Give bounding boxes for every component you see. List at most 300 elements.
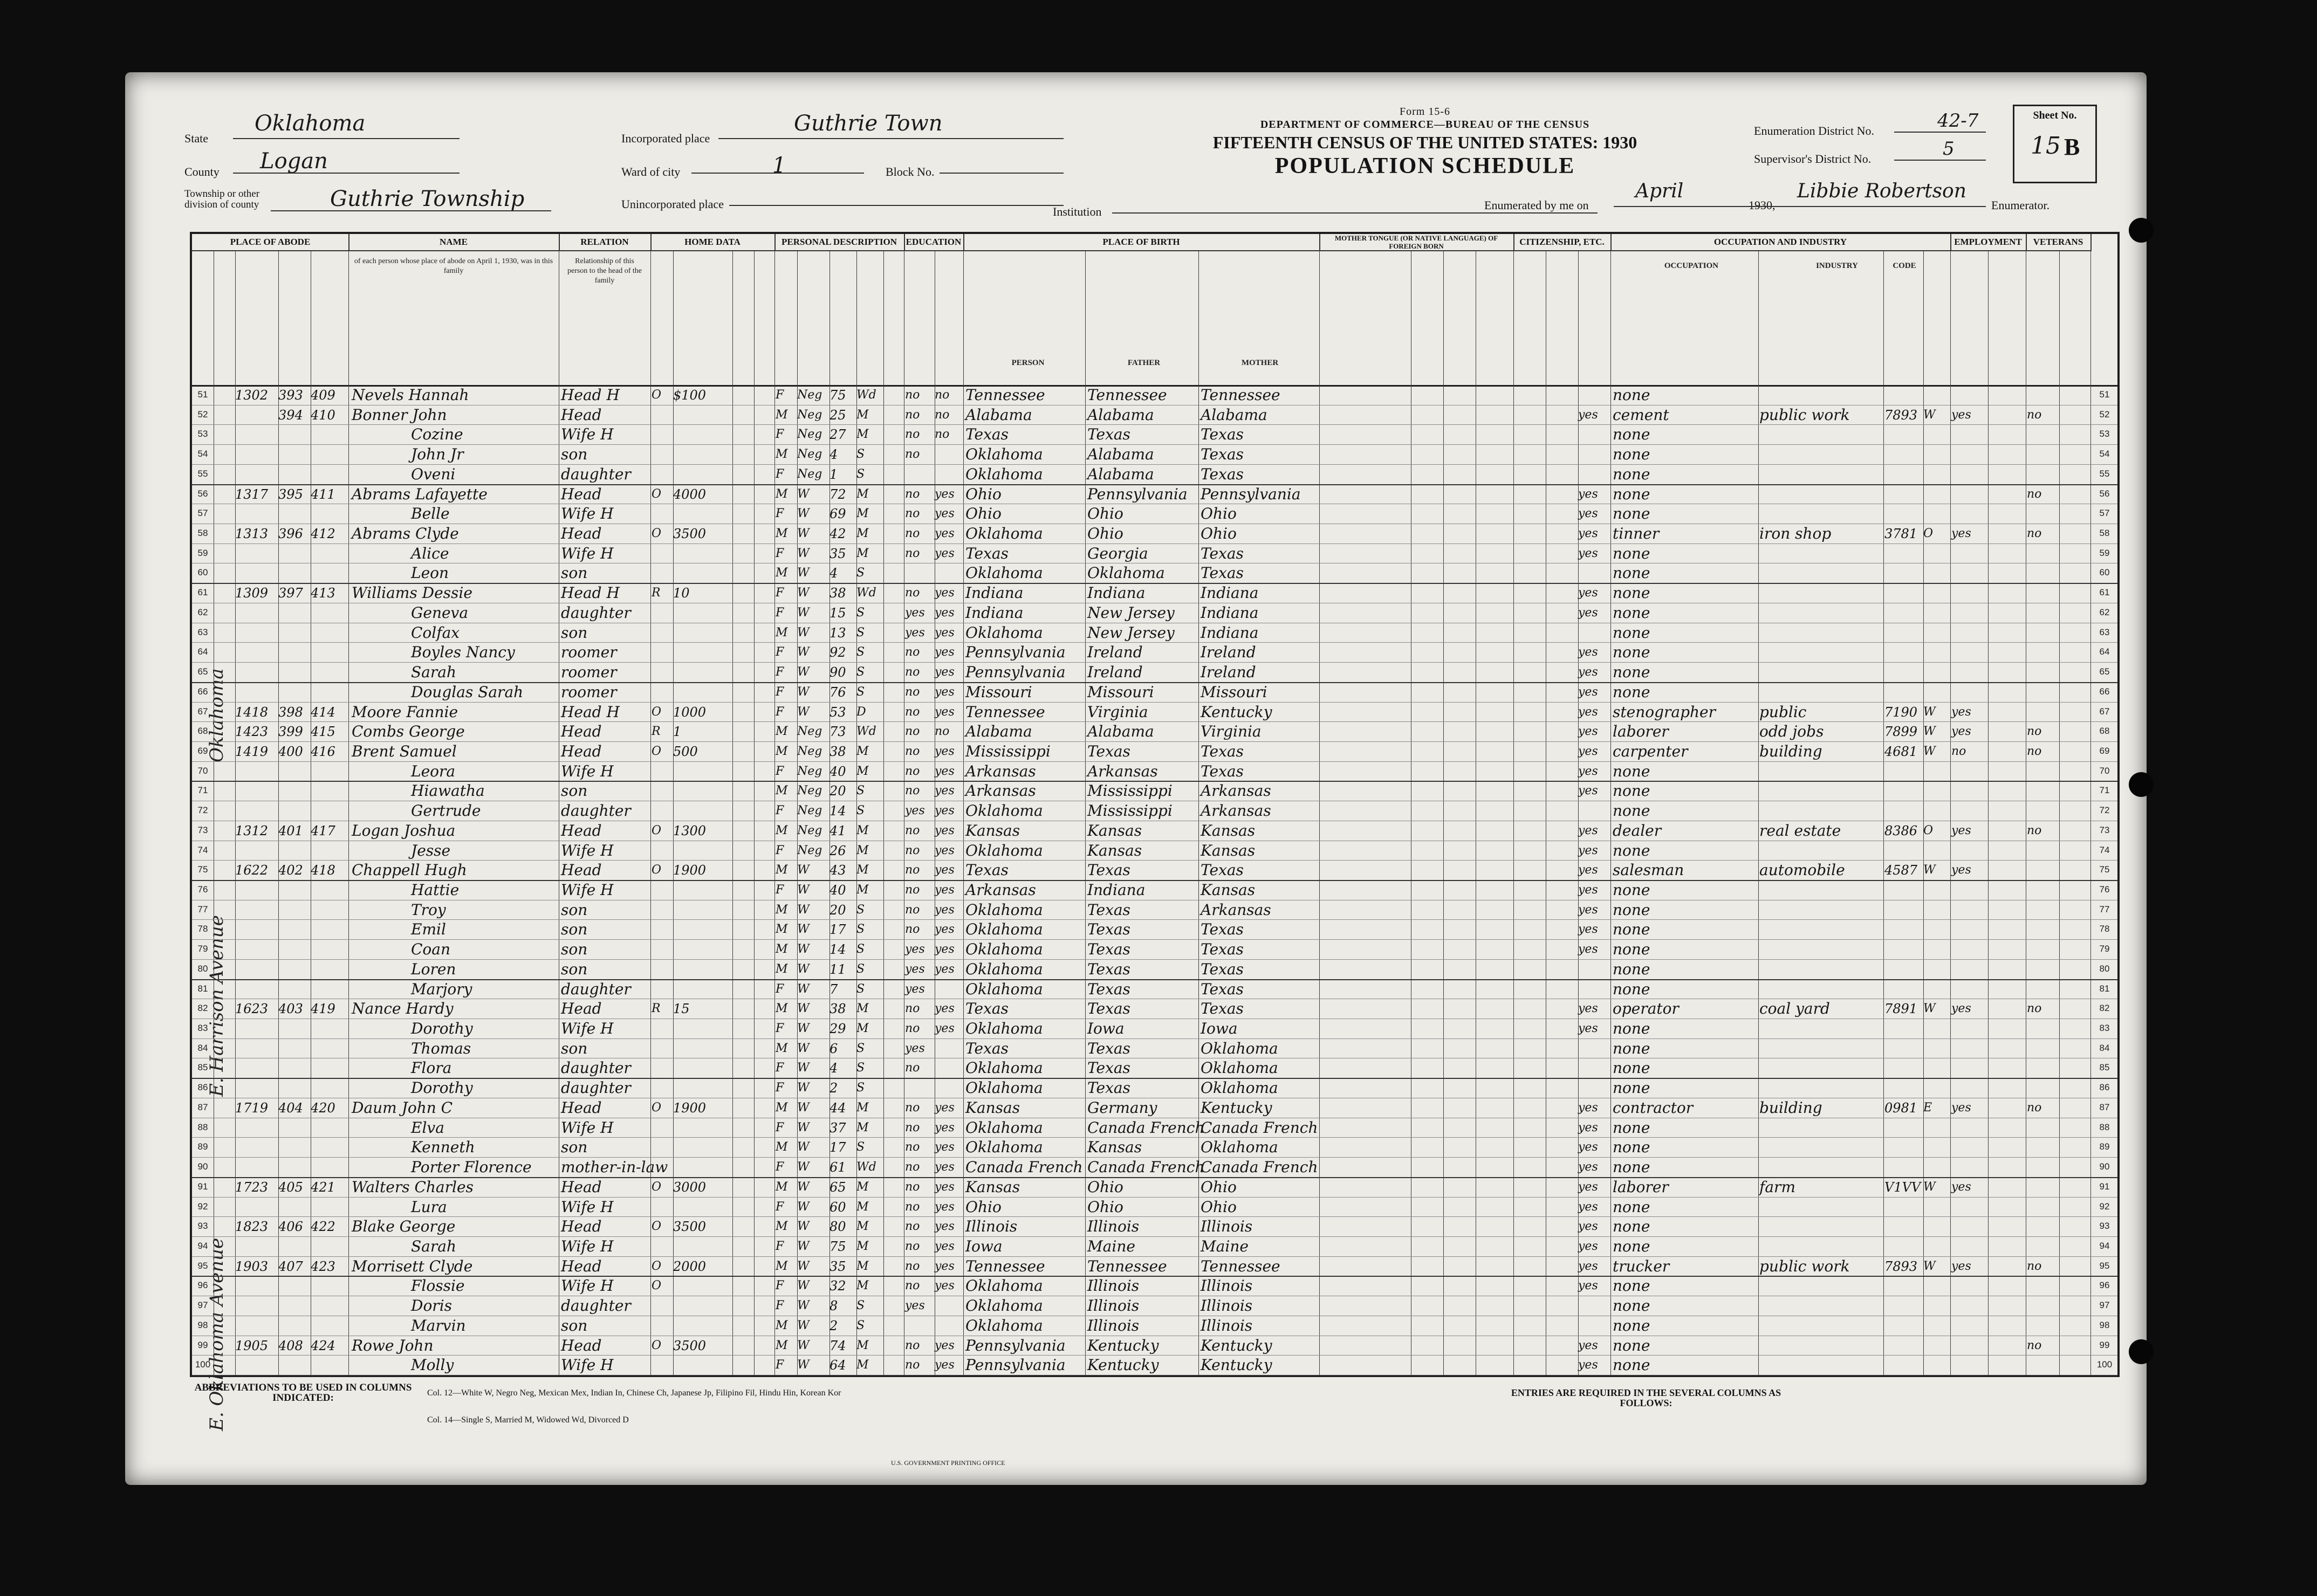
cell-birth: Texas [965,544,1009,562]
cell-read [935,1078,963,1097]
cell-industry [1759,880,1883,899]
cell-tenure [652,464,673,484]
cell-sex: F [776,1200,784,1214]
cell-citizen: yes [1578,903,1598,917]
county-label: County [184,165,220,178]
cell-tenure [652,504,673,523]
cell-family [311,880,348,899]
cell-tenure [652,662,673,682]
line-number: 73 [197,824,208,835]
cell-name: Sarah [411,663,456,682]
cell-sex: F [776,982,784,996]
cell-mother: Canada French [1201,1158,1318,1177]
cell-house: 1419 [235,744,269,759]
cell-read: yes [935,1200,955,1214]
cell-industry [1759,919,1883,939]
cell-tenure [652,405,673,424]
cell-relation: Head [561,1336,602,1354]
cell-read: yes [935,962,955,976]
cell-sex: F [776,843,784,857]
line-number-right: 70 [2099,765,2110,776]
cell-veteran [2027,1355,2059,1374]
cell-age: 14 [830,803,846,819]
table-row [192,1256,2117,1277]
cell-sex: F [776,1358,784,1372]
cell-dwelling: 398 [278,704,303,720]
cell-dwelling [278,781,311,800]
cell-relation: mother-in-law [561,1158,668,1177]
cell-occupation: none [1613,386,1650,404]
cell-age: 53 [830,704,846,720]
cell-father: Texas [1087,861,1130,879]
cell-house [235,563,278,582]
cell-age: 13 [830,625,846,641]
cell-occupation: salesman [1613,861,1684,879]
cell-house [235,424,278,444]
cell-work [1951,1296,1989,1315]
cell-birth: Arkansas [965,762,1036,780]
cell-industry [1759,603,1883,622]
cell-occupation: tinner [1613,525,1660,543]
cell-industry: farm [1759,1178,1795,1196]
cell-school: no [905,1200,920,1214]
cell-code [1884,642,1923,662]
cell-mother: Illinois [1201,1316,1253,1334]
cell-code [1884,603,1923,622]
cell-age: 7 [830,981,838,997]
cell-read: yes [935,507,955,521]
cell-name: Leora [411,762,456,780]
cell-school: no [905,388,920,402]
cell-school: no [905,744,920,758]
cell-industry [1759,1276,1883,1295]
table-row [192,1216,2117,1237]
table-row [192,979,2117,1000]
cell-house: 1719 [235,1100,269,1116]
cell-value [673,504,732,523]
table-row [192,880,2117,900]
cell-street [214,563,235,582]
cell-father: Texas [1087,1059,1130,1077]
cell-marital: M [856,1120,869,1134]
cell-occupation: none [1613,564,1650,582]
table-row [192,1157,2117,1178]
cell-name: Porter Florence [411,1158,532,1177]
cell-father: Arkansas [1087,762,1158,780]
cell-industry [1759,1038,1883,1058]
cell-veteran [2027,1137,2059,1157]
cell-sex: F [776,764,784,778]
line-number: 55 [197,468,208,479]
cell-family [311,761,348,781]
cell-code [1884,939,1923,959]
cell-value [673,959,732,979]
line-number-right: 86 [2099,1082,2110,1093]
cell-family [311,623,348,642]
cell-age: 92 [830,645,846,661]
cell-relation: Head [561,742,602,760]
cell-school: no [905,784,920,798]
cell-marital: S [856,625,865,639]
cell-code: 8386 [1884,823,1918,838]
line-number: 85 [197,1062,208,1073]
cell-veteran [2027,682,2059,701]
cell-marital: M [856,744,869,758]
cell-relation: daughter [561,802,631,820]
cell-school: no [905,1259,920,1273]
cell-dwelling [278,1118,311,1137]
cell-birth: Ohio [965,505,1002,523]
cell-value: 1900 [673,1100,707,1116]
cell-read: yes [935,586,955,600]
cell-relation: Wife H [561,425,614,444]
cell-family: 423 [311,1258,335,1274]
cell-mother: Illinois [1201,1297,1253,1315]
cell-father: New Jersey [1087,623,1175,642]
line-number-right: 85 [2099,1062,2110,1073]
cell-work [1951,1058,1989,1077]
line-number-right: 57 [2099,508,2110,519]
cell-tenure: O [652,863,662,877]
cell-house: 1423 [235,724,269,740]
line-number: 83 [197,1023,208,1034]
table-row [192,544,2117,564]
table-row [192,603,2117,623]
cell-code [1884,662,1923,682]
census-table [190,232,2120,1377]
cell-name: Boyles Nancy [411,643,515,662]
cell-race: W [797,1120,810,1134]
cell-tenure [652,1157,673,1177]
cell-family [311,1019,348,1038]
line-number-right: 59 [2099,547,2110,558]
cell-veteran [2027,959,2059,979]
cell-work [1951,1197,1989,1216]
cell-family [311,603,348,622]
cell-read: yes [935,1338,955,1352]
cell-father: Ohio [1087,1198,1123,1216]
cell-citizen: yes [1578,725,1598,739]
cell-occupation: laborer [1613,1178,1669,1196]
cell-veteran [2027,1276,2059,1295]
table-row [192,919,2117,940]
cell-school: yes [905,804,925,818]
cell-read: yes [935,843,955,857]
cell-sex: F [776,1239,784,1253]
cell-value [673,1296,732,1315]
cell-dwelling [278,939,311,959]
cell-worker [1923,1355,1950,1374]
line-number-right: 100 [2096,1359,2113,1370]
cell-age: 26 [830,843,846,858]
cell-birth: Kansas [965,1098,1020,1117]
line-number: 79 [197,944,208,954]
cell-tenure [652,979,673,999]
cell-family [311,662,348,682]
cell-value [673,623,732,642]
cell-relation: daughter [561,1079,631,1097]
table-row [192,504,2117,524]
cell-industry [1759,841,1883,860]
cell-relation: son [561,1138,588,1157]
cell-code [1884,1216,1923,1236]
cell-mother: Texas [1201,1000,1244,1018]
cell-mother: Tennessee [1201,1257,1280,1275]
cell-industry [1759,900,1883,919]
form-number: Form 15-6 [1400,106,1450,118]
cell-name: Belle [411,505,450,523]
cell-house [235,1157,278,1177]
line-number: 87 [197,1102,208,1112]
cell-sex: M [776,487,788,501]
cell-veteran [2027,1058,2059,1077]
cell-industry [1759,385,1883,404]
incorporated-label: Incorporated place [621,132,710,145]
line-number-right: 71 [2099,785,2110,796]
cell-veteran [2027,781,2059,800]
cell-read [935,1296,963,1315]
cell-street [214,524,235,543]
cell-street [214,702,235,721]
cell-occupation: none [1613,603,1650,622]
cell-work: yes [1951,1100,1971,1115]
cell-occupation: carpenter [1613,742,1688,760]
cell-occupation: none [1613,900,1650,919]
cell-school: no [905,1061,920,1075]
cell-family: 411 [311,486,335,502]
cell-sex: M [776,903,788,917]
cell-sex: F [776,883,784,897]
cell-industry: real estate [1759,821,1841,840]
cell-citizen [1578,1296,1610,1315]
cell-birth: Texas [965,1000,1009,1018]
cell-birth: Oklahoma [965,1277,1043,1295]
cell-age: 2 [830,1081,838,1096]
cell-father: Iowa [1087,1020,1125,1038]
cell-relation: son [561,920,588,939]
table-row [192,1098,2117,1118]
cell-tenure: O [652,705,662,719]
table-row [192,1137,2117,1158]
cell-name: Abrams Lafayette [352,485,488,503]
table-rows [192,385,2117,1375]
cell-age: 2 [830,1318,838,1333]
cell-marital: S [856,923,865,937]
cell-father: Illinois [1087,1277,1140,1295]
cell-street [214,860,235,879]
cell-read: yes [935,645,955,659]
cell-family: 424 [311,1338,335,1353]
county-value: Logan [260,149,328,174]
cell-sex: M [776,943,788,957]
line-number-right: 61 [2099,587,2110,598]
cell-relation: Head [561,861,602,879]
cell-veteran [2027,1177,2059,1196]
cell-race: W [797,1279,810,1293]
line-number: 94 [197,1240,208,1251]
cell-marital: S [856,467,865,481]
cell-read: yes [935,784,955,798]
cell-race: W [797,685,810,699]
cell-birth: Missouri [965,683,1032,701]
cell-worker [1923,424,1950,444]
cell-race: W [797,1220,810,1234]
cell-citizen: yes [1578,1002,1598,1016]
cell-occupation: none [1613,1039,1650,1057]
cell-citizen [1578,444,1610,464]
line-number: 91 [197,1181,208,1192]
cell-marital: S [856,1061,865,1075]
cell-work [1951,504,1989,523]
cell-race: W [797,586,810,600]
cell-name: Troy [411,900,446,919]
cell-code [1884,504,1923,523]
cell-family: 417 [311,823,335,838]
cell-code [1884,385,1923,404]
cell-street [214,682,235,701]
cell-street [214,1118,235,1137]
cell-name: Dorothy [411,1079,473,1097]
cell-father: Indiana [1087,881,1146,899]
cell-worker [1923,919,1950,939]
table-row [192,662,2117,683]
cell-name: John Jr [411,445,464,464]
cell-family [311,682,348,701]
cell-veteran [2027,761,2059,781]
cell-worker [1923,444,1950,464]
cell-tenure: O [652,1338,662,1352]
cell-age: 37 [830,1120,846,1136]
cell-work [1951,1157,1989,1177]
cell-dwelling: 404 [278,1100,303,1116]
cell-citizen: yes [1578,685,1598,699]
cell-citizen: yes [1578,784,1598,798]
cell-street [214,1177,235,1196]
cell-read [935,1058,963,1077]
cell-family [311,900,348,919]
line-number: 63 [197,627,208,637]
line-number-right: 73 [2099,824,2110,835]
cell-industry [1759,504,1883,523]
cell-house [235,1118,278,1137]
cell-birth: Oklahoma [965,920,1043,939]
cell-age: 38 [830,1001,846,1017]
cell-work [1951,642,1989,662]
cell-read: no [935,408,950,422]
table-row [192,1038,2117,1059]
cell-veteran [2027,1197,2059,1216]
cell-veteran [2027,919,2059,939]
cell-code [1884,959,1923,979]
cell-citizen: yes [1578,507,1598,521]
cell-race: Neg [797,784,822,798]
cell-value: 3500 [673,1338,707,1353]
cell-tenure [652,682,673,701]
cell-worker [1923,1236,1950,1256]
cell-family [311,464,348,484]
cell-sex: F [776,1299,784,1313]
cell-mother: Texas [1201,742,1244,760]
cell-age: 4 [830,1061,838,1076]
cell-veteran [2027,1216,2059,1236]
cell-school: no [905,1358,920,1372]
cell-relation: Head [561,405,602,424]
cell-name: Bonner John [352,405,447,424]
cell-street [214,999,235,1018]
cell-house [235,1316,278,1335]
cell-school: no [905,883,920,897]
cell-dwelling: 408 [278,1338,303,1353]
cell-birth: Iowa [965,1237,1003,1255]
line-number: 51 [197,389,208,400]
cell-house [235,1038,278,1058]
cell-sex: F [776,645,784,659]
enumerated-date: April [1635,180,1684,202]
cell-veteran [2027,424,2059,444]
cell-read: yes [935,606,955,620]
cell-relation: Head [561,1098,602,1117]
cell-work [1951,583,1989,602]
cell-school: no [905,725,920,739]
cell-veteran: no [2027,487,2042,501]
cell-code [1884,919,1923,939]
cell-relation: roomer [561,643,617,662]
cell-age: 25 [830,407,846,423]
cell-worker [1923,1137,1950,1157]
cell-street [214,642,235,662]
cell-age: 20 [830,783,846,799]
cell-name: Thomas [411,1039,471,1057]
cell-race: W [797,1239,810,1253]
cell-father: Texas [1087,940,1130,959]
cell-relation: Wife H [561,1356,614,1374]
cell-tenure [652,900,673,919]
cell-sex: F [776,507,784,521]
cell-industry: automobile [1759,861,1845,879]
ed-value: 42-7 [1937,110,1979,132]
cell-name: Rowe John [352,1336,434,1354]
cell-code [1884,1157,1923,1177]
cell-house [235,464,278,484]
cell-code [1884,484,1923,504]
line-number: 69 [197,745,208,756]
cell-age: 42 [830,526,846,542]
cell-work [1951,959,1989,979]
cell-birth: Oklahoma [965,1059,1043,1077]
cell-mother: Arkansas [1201,802,1271,820]
cell-dwelling: 397 [278,586,303,601]
cell-citizen: yes [1578,843,1598,857]
table-row [192,781,2117,801]
cell-mother: Texas [1201,861,1244,879]
cell-marital: S [856,685,865,699]
cell-age: 44 [830,1100,846,1116]
table-row [192,1177,2117,1198]
cell-marital: S [856,566,865,580]
cell-marital: M [856,1239,869,1253]
cell-race: W [797,883,810,897]
table-row [192,642,2117,663]
line-number: 77 [197,904,208,914]
cell-sex: F [776,467,784,481]
cell-veteran [2027,939,2059,959]
cell-marital: M [856,1338,869,1352]
line-number: 56 [197,488,208,499]
cell-code: 3781 [1884,526,1918,542]
cell-tenure: R [652,1002,661,1016]
cell-work [1951,1276,1989,1295]
cell-worker [1923,385,1950,404]
